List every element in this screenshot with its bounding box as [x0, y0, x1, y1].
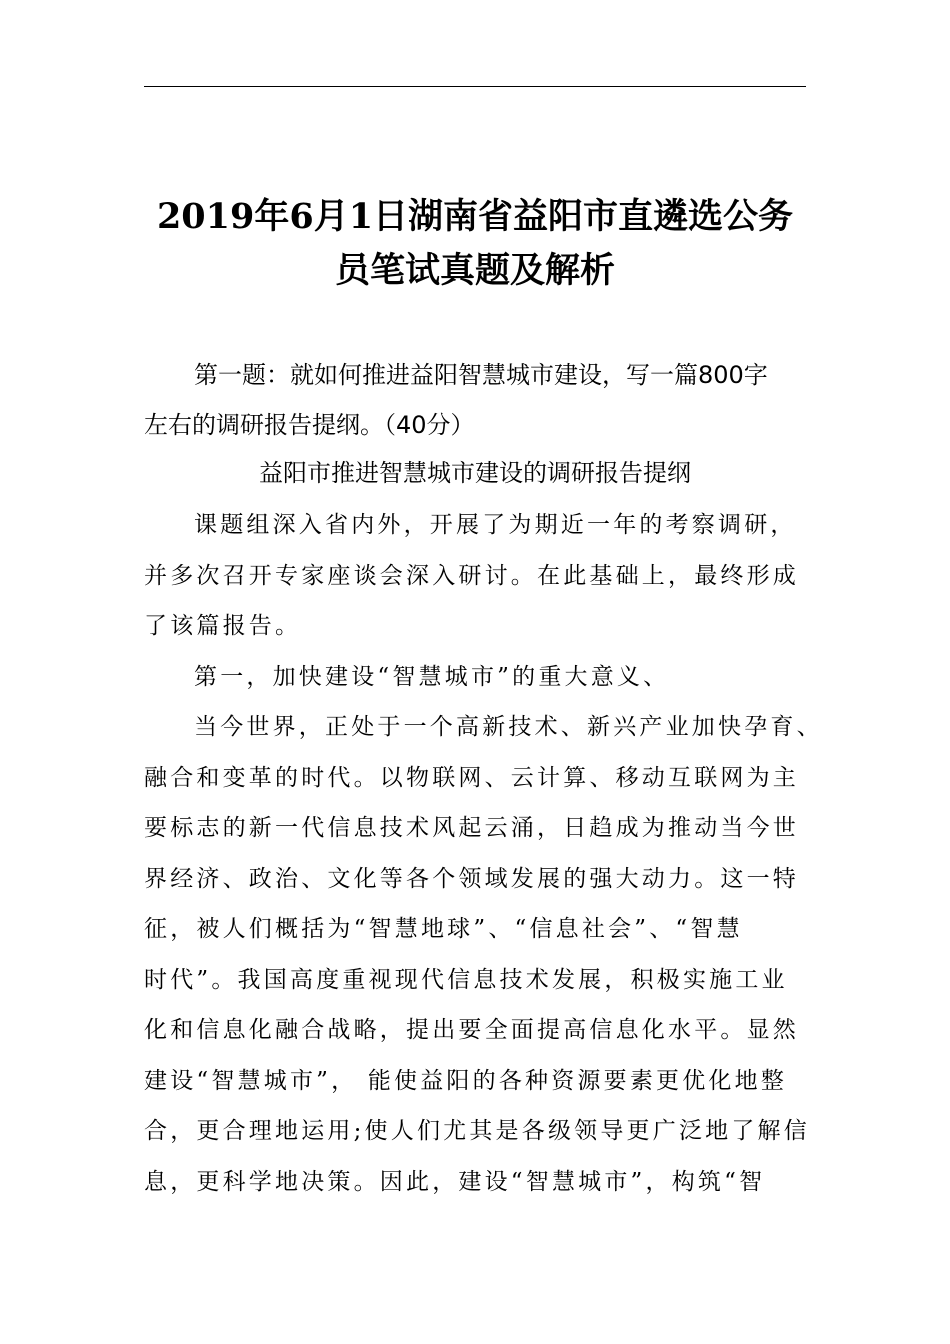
paragraph-line: 时代”。我国高度重视现代信息技术发展，积极实施工业: [144, 966, 788, 993]
paragraph-line: 当今世界，正处于一个高新技术、新兴产业加快孕育、: [194, 714, 823, 740]
paragraph-line: 融合和变革的时代。以物联网、云计算、移动互联网为主: [144, 764, 799, 791]
question-line-2: 左右的调研报告提纲。（40分）: [144, 411, 475, 439]
paragraph-line: 征，被人们概括为“智慧地球”、“信息社会”、“智慧: [144, 916, 743, 942]
document-title: [144, 190, 806, 298]
paragraph-line: 息，更科学地决策。因此，建设“智慧城市”，构筑“智: [144, 1168, 766, 1195]
question-prompt: [144, 350, 806, 450]
report-subtitle: 益阳市推进智慧城市建设的调研报告提纲: [259, 459, 691, 487]
section-heading-1: [144, 652, 814, 703]
paragraph-significance: [144, 702, 823, 1207]
paragraph-line: 化和信息化融合战略，提出要全面提高信息化水平。显然: [144, 1017, 799, 1043]
paragraph-line: 界经济、政治、文化等各个领域发展的强大动力。这一特: [144, 865, 799, 892]
paragraph-line: 课题组深入省内外，开展了为期近一年的考察调研，: [194, 512, 797, 538]
paragraph-line: 合，更合理地运用;使人们尤其是各级领导更广泛地了解信: [144, 1118, 810, 1144]
paragraph-intro: [144, 500, 814, 652]
paragraph-line: 并多次召开专家座谈会深入研讨。在此基础上，最终形成: [144, 562, 799, 589]
paragraph-line: 要标志的新一代信息技术风起云涌，日趋成为推动当今世: [144, 815, 799, 841]
title-line-2: 员笔试真题及解析: [334, 250, 615, 291]
header-rule: [144, 86, 806, 87]
section-heading-line: 第一，加快建设“智慧城市”的重大意义、: [194, 664, 670, 690]
title-line-1: 2019年6月1日湖南省益阳市直遴选公务: [156, 196, 794, 237]
paragraph-line: 了该篇报告。: [144, 613, 302, 639]
paragraph-line: 建设“智慧城市”， 能使益阳的各种资源要素更优化地整: [144, 1067, 788, 1094]
question-line-1: 第一题：就如何推进益阳智慧城市建设，写一篇800字: [194, 361, 768, 389]
